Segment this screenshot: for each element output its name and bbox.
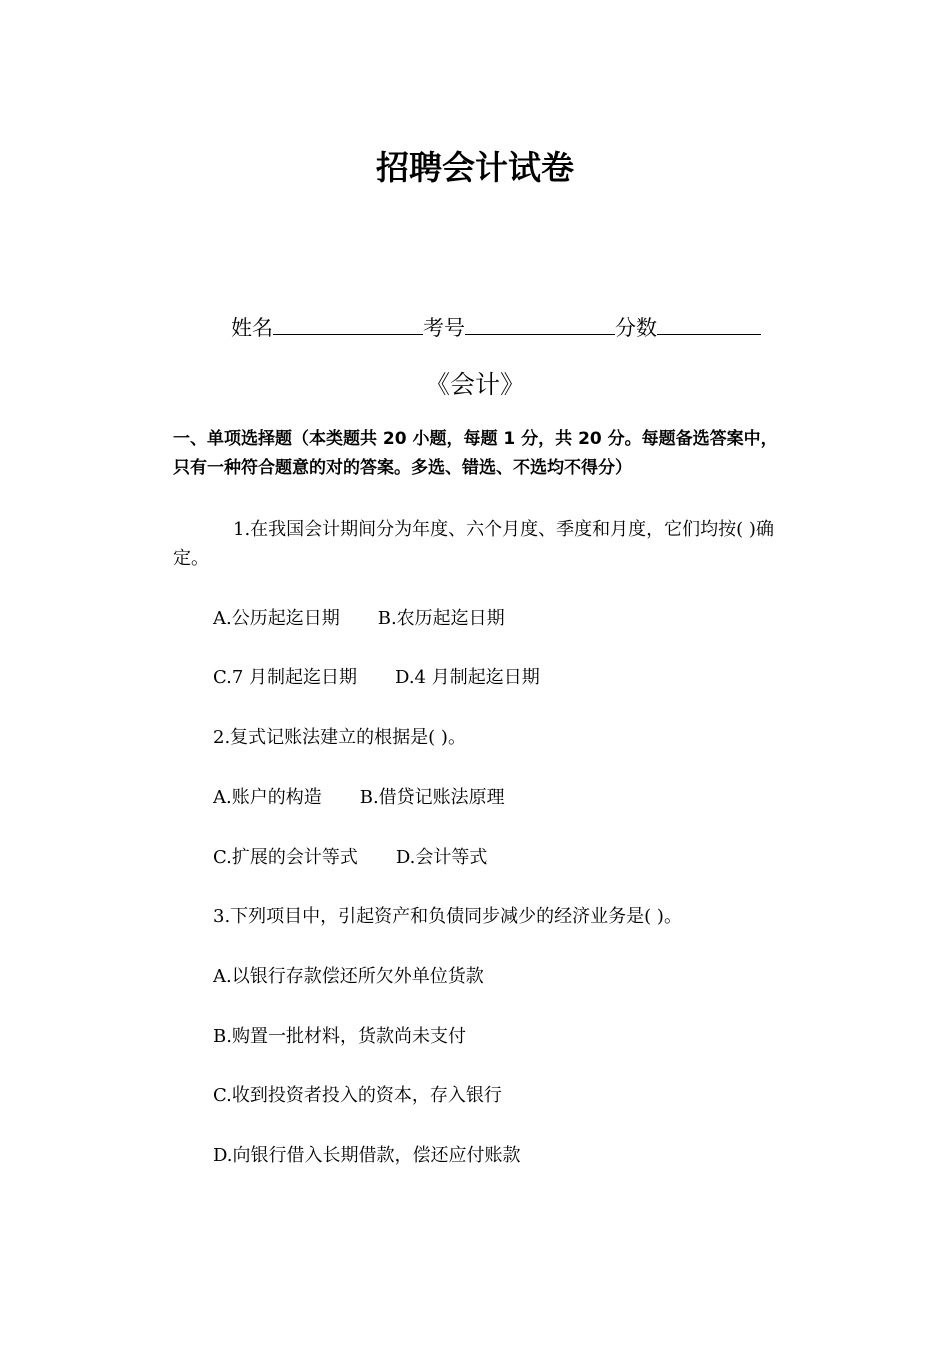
question-1-options-row-1 [213,606,505,632]
question-1-stem: 1.在我国会计期间分为年度、六个月度、季度和月度，它们均按( )确定。 [173,519,774,569]
section-heading: 一、单项选择题（本类题共 20 小题，每题 1 分，共 20 分。每题备选答案中，只有一种符合题意的对的答案。多选、错选、不选均不得分） [173,429,778,478]
question-1-option-a: A.公历起迄日期 [213,608,340,629]
question-1-option-d: D.4 月制起迄日期 [395,667,540,688]
page-title: 招聘会计试卷 [376,148,574,187]
question-2-option-c: C.扩展的会计等式 [213,847,358,868]
question-2-option-b: B.借贷记账法原理 [359,787,505,808]
score-label: 分数 [615,316,657,340]
name-blank[interactable] [273,312,423,335]
exam-id-label: 考号 [423,316,465,340]
question-1-options-row-2 [213,665,540,691]
question-1-option-c: C.7 月制起迄日期 [213,667,358,688]
question-2-option-d: D.会计等式 [395,847,488,868]
question-2-options-row-1 [213,785,505,811]
exam-id-blank[interactable] [465,312,615,335]
question-3-option-d: D.向银行借入长期借款，偿还应付账款 [213,1145,521,1166]
question-3-option-b: B.购置一批材料，货款尚未支付 [213,1026,466,1047]
question-2-stem: 2.复式记账法建立的根据是( )。 [213,727,466,748]
name-label: 姓名 [231,316,273,340]
question-3-option-c: C.收到投资者投入的资本，存入银行 [213,1085,502,1106]
question-3-option-a: A.以银行存款偿还所欠外单位货款 [213,966,484,987]
question-1-option-b: B.农历起迄日期 [377,608,505,629]
subject-title: 《会计》 [424,370,525,399]
question-2-option-a: A.账户的构造 [213,787,322,808]
question-3-stem: 3.下列项目中，引起资产和负债同步减少的经济业务是( )。 [213,906,682,927]
exam-info-line [231,312,761,343]
score-blank[interactable] [657,312,761,335]
question-2-options-row-2 [213,845,487,871]
